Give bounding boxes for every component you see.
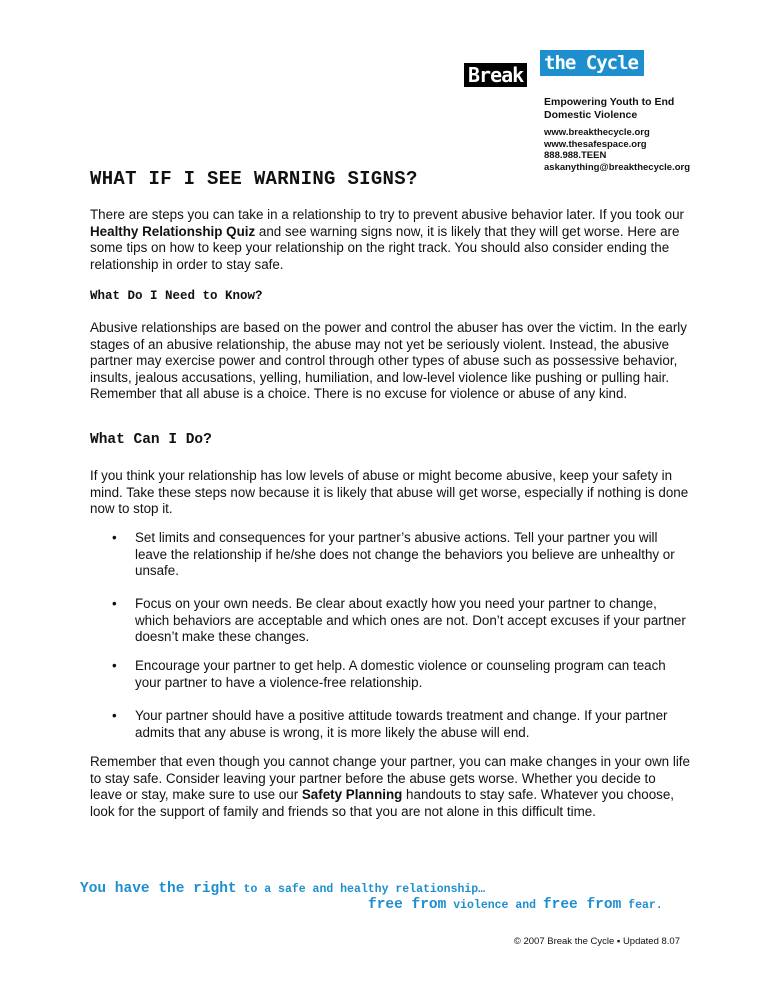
slogan-line-1: You have the right to a safe and healthy relationship… — [80, 881, 486, 897]
logo-word-the-cycle: the Cycle — [540, 50, 644, 76]
section-heading-need-to-know: What Do I Need to Know? — [90, 289, 263, 303]
website-link-2[interactable]: www.thesafespace.org — [544, 138, 647, 150]
email-link[interactable]: askanything@breakthecycle.org — [544, 161, 691, 173]
contact-info — [544, 127, 690, 173]
what-can-i-do-paragraph: If you think your relationship has low levels of abuse or might become abusive, keep your safety in mind. Take these steps now because it is likely that abuse will get worse, especially if nothing is done now to stop it. — [90, 468, 689, 516]
bullet-icon: • — [112, 708, 117, 723]
healthy-relationship-quiz-link: Healthy Relationship Quiz — [90, 223, 256, 239]
bullet-icon: • — [112, 658, 117, 673]
website-link-1[interactable]: www.breakthecycle.org — [544, 127, 650, 138]
slogan-line-2: free from violence and free from fear. — [368, 897, 663, 913]
closing-paragraph: Remember that even though you cannot change your partner, you can make changes in your own life to stay safe. Consider leaving your partner before the abuse gets worse. Whether you decide to leave or stay, make sure to use our Safety Planning handouts to stay safe. Whatever you choose, look for the support of family and friends so that you are not alone in this difficult time. — [90, 754, 690, 819]
bullet-icon: • — [112, 596, 117, 611]
section-heading-what-can-i-do: What Can I Do? — [90, 432, 212, 448]
page-title: WHAT IF I SEE WARNING SIGNS? — [90, 168, 418, 190]
intro-paragraph: There are steps you can take in a relationship to try to prevent abusive behavior later. If you took our Healthy Relationship Quiz and see warning signs now, it is likely that they will get worse. Here are some tips on how to keep your relationship on the right track. You should also consider ending the relationship in order to stay safe. — [90, 207, 684, 272]
safety-planning-link: Safety Planning — [301, 787, 403, 802]
phone-number: 888.988.TEEN — [544, 150, 607, 161]
bullet-icon: • — [112, 530, 117, 545]
logo-tagline: Empowering Youth to End Domestic Violence — [544, 96, 675, 121]
logo-word-break: Break — [464, 63, 527, 87]
need-to-know-paragraph: Abusive relationships are based on the power and control the abuser has over the victim. In the early stages of an abusive relationship, the abuse may not yet be seriously violent. Instead, the abusive partner may exercise power and control through other types of abuse such as possessive behavior, insults, jealous accusations, yelling, humiliation, and low-level violence like pushing or pulling hair. Remember that all abuse is a choice. There is no excuse for violence or abuse of any kind. — [90, 320, 687, 401]
footer-copyright: © 2007 Break the Cycle ▪ Updated 8.07 — [513, 936, 680, 947]
